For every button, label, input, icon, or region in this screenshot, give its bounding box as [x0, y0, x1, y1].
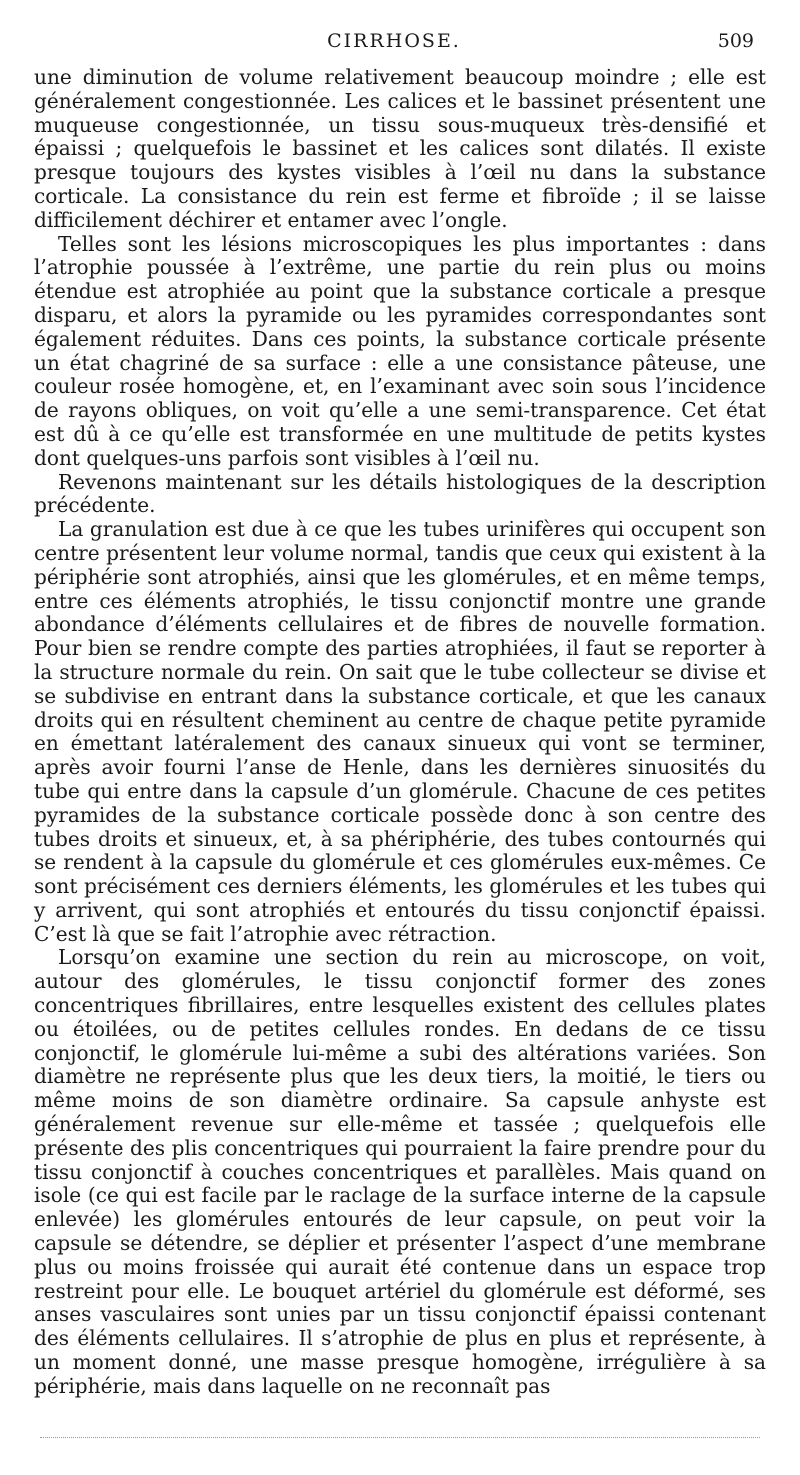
paragraph-revenons: Revenons maintenant sur les détails histologiques de la description précédente.	[34, 469, 766, 518]
running-title: CIRRHOSE.	[327, 30, 461, 52]
paragraph-lesions: Telles sont les lésions microscopiques les plus importantes : dans l’atrophie poussée à l’extrême, une partie du rein plus ou moins étendue est atrophiée au point que la substance corticale a presque disparu, et alors la pyramide ou les pyramides correspondantes sont également réduites. Dans ces points, la substance corticale présente un état chagriné de sa surface : elle a une consistance pâteuse, une couleur rosée homogène, et, en l’examinant avec soin sous l’incidence de rayons obliques, on voit qu’elle a une semi-transparence. Cet état est dû à ce qu’elle est transformée en une multitude de petits kystes dont quelques-uns parfois sont visibles à l’œil nu.	[34, 231, 766, 470]
paragraph-granulation: La granulation est due à ce que les tubes urinifères qui occupent son centre présentent leur volume normal, tandis que ceux qui existent à la périphérie sont atrophiés, ainsi que les glomérules, et en même temps, entre ces éléments atrophiés, le tissu conjonctif montre une grande abondance d’éléments cellulaires et de fibres de nouvelle formation. Pour bien se rendre compte des parties atrophiées, il faut se reporter à la structure normale du rein. On sait que le tube collecteur se divise et se subdivise en entrant dans la substance corticale, et que les canaux droits qui en résultent cheminent au centre de chaque petite pyramide en émettant latéralement des canaux sinueux qui vont se terminer, après avoir fourni l’anse de Henle, dans les dernières sinuosités du tube qui entre dans la capsule d’un glomérule. Chacune de ces petites pyramides de la substance corticale possède donc à son centre des tubes droits et sinueux, et, à sa phériphérie, des tubes contournés qui se rendent à la capsule du glomérule et ces glomérules eux-mêmes. Ce sont précisément ces derniers éléments, les glomérules et les tubes qui y arrivent, qui sont atrophiés et entourés du tissu conjonctif épaissi. C’est là que se fait l’atrophie avec rétraction.	[34, 517, 766, 946]
page-number: 509	[717, 30, 754, 52]
paragraph-microscope: Lorsqu’on examine une section du rein au microscope, on voit, autour des glomérules, le tissu conjonctif former des zones concentriques fibrillaires, entre lesquelles existent des cellules plates ou étoilées, ou de petites cellules rondes. En dedans de ce tissu conjonctif, le glomérule lui-même a subi des altérations variées. Son diamètre ne représente plus que les deux tiers, la moitié, le tiers ou même moins de son diamètre ordinaire. Sa capsule anhyste est généralement revenue sur elle-même et tassée ; quelquefois elle présente des plis concentriques qui pourraient la faire prendre pour du tissu conjonctif à couches concentriques et parallèles. Mais quand on isole (ce qui est facile par le raclage de la surface interne de la capsule enlevée) les glomérules entourés de leur capsule, on peut voir la capsule se détendre, se déplier et présenter l’aspect d’une membrane plus ou moins froissée qui aurait été contenue dans un espace trop restreint pour elle. Le bouquet artériel du glomérule est déformé, ses anses vasculaires sont unies par un tissu conjonctif épaissi contenant des éléments cellulaires. Il s’atrophie de plus en plus et représente, à un moment donné, une masse presque homogène, irrégulière à sa périphérie, mais dans laquelle on ne reconnaît pas	[34, 945, 766, 1398]
footer-rule	[40, 1437, 760, 1438]
page-header	[34, 30, 754, 58]
paragraph-continuation: une diminution de volume relativement beaucoup moindre ; elle est généralement congestionnée. Les calices et le bassinet présentent une muqueuse congestionnée, un tissu sous-muqueux très-densifié et épaissi ; quelquefois le bassinet et les calices sont dilatés. Il existe presque toujours des kystes visibles à l’œil nu dans la substance corticale. La consistance du rein est ferme et fibroïde ; il se laisse difficilement déchirer et entamer avec l’ongle.	[34, 65, 766, 232]
body-text	[34, 66, 766, 1399]
